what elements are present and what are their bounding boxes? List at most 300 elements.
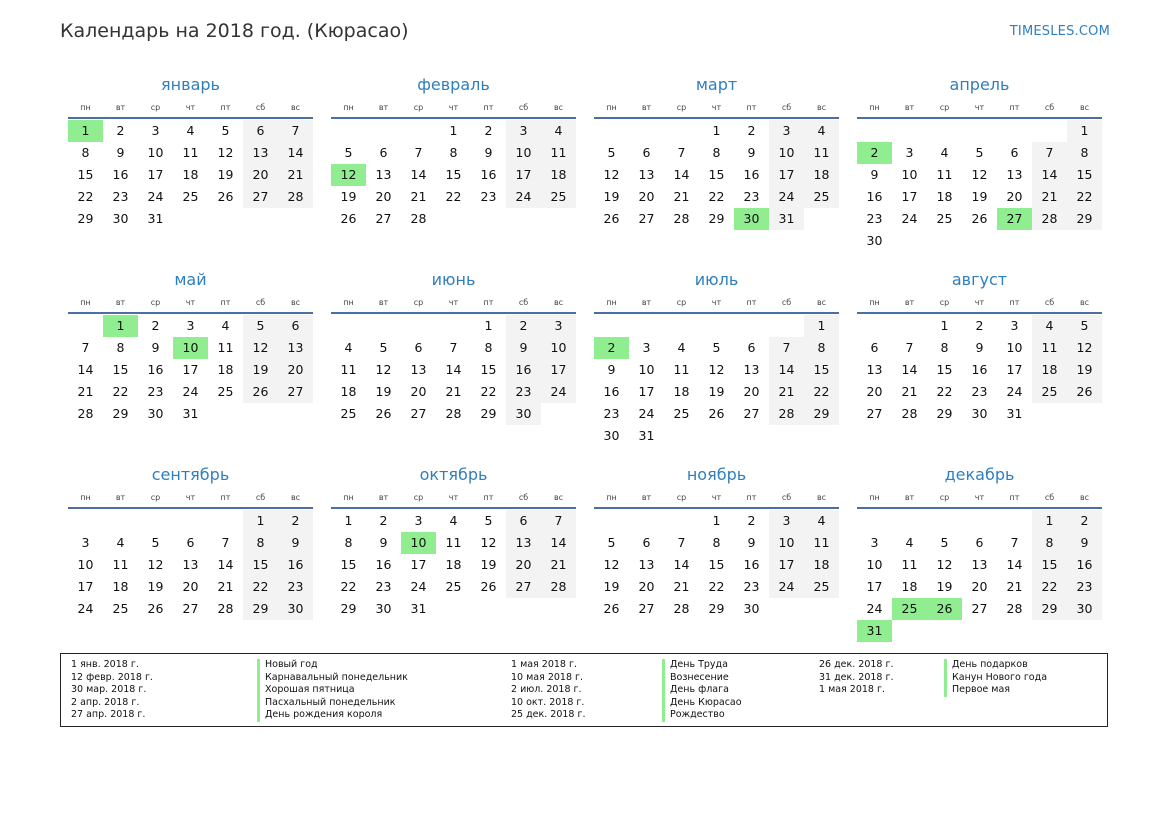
empty-cell bbox=[927, 120, 962, 142]
day-cell: 21 bbox=[1006, 579, 1023, 594]
day-cell: 13 bbox=[638, 557, 655, 572]
day-cell: 13 bbox=[971, 557, 988, 572]
day-cell: 15 bbox=[243, 554, 278, 576]
legend-names-1 bbox=[257, 659, 408, 722]
day-cell: 2 bbox=[747, 123, 756, 138]
weekday-label: вт bbox=[641, 298, 652, 307]
day-cell: 30 bbox=[866, 233, 883, 248]
day-cell: 21 bbox=[445, 384, 462, 399]
day-cell: 17 bbox=[901, 189, 918, 204]
day-cell: 29 bbox=[1032, 598, 1067, 620]
day-cell: 3 bbox=[506, 120, 541, 142]
day-cell: 9 bbox=[607, 362, 616, 377]
day-cell: 12 bbox=[1067, 337, 1102, 359]
day-cell: 14 bbox=[1006, 557, 1023, 572]
legend-date: 10 окт. 2018 г. bbox=[511, 696, 585, 708]
empty-cell bbox=[1032, 120, 1067, 142]
legend-holiday-name: Пасхальный понедельник bbox=[257, 697, 408, 710]
day-cell: 11 bbox=[804, 532, 839, 554]
weekday-label: ср bbox=[676, 298, 687, 307]
month-divider bbox=[331, 507, 576, 509]
weekday-header bbox=[68, 295, 313, 310]
day-cell: 8 bbox=[804, 337, 839, 359]
weekday-label: вс bbox=[1079, 493, 1090, 502]
weekday-label: пт bbox=[746, 103, 757, 112]
day-cell: 2 bbox=[151, 318, 160, 333]
weekday-label: пт bbox=[483, 298, 494, 307]
day-cell: 27 bbox=[971, 601, 988, 616]
day-cell: 18 bbox=[340, 384, 357, 399]
month-divider bbox=[331, 117, 576, 119]
day-cell: 1 bbox=[940, 318, 949, 333]
day-cell: 14 bbox=[769, 359, 804, 381]
day-cell: 22 bbox=[340, 579, 357, 594]
day-cell: 31 bbox=[638, 428, 655, 443]
weekday-label: чт bbox=[711, 103, 722, 112]
day-cell: 27 bbox=[182, 601, 199, 616]
day-cell: 19 bbox=[603, 579, 620, 594]
empty-cell bbox=[997, 510, 1032, 532]
empty-cell bbox=[857, 120, 892, 142]
day-cell: 12 bbox=[603, 557, 620, 572]
legend-holiday-name: День флага bbox=[662, 684, 742, 697]
day-cell: 27 bbox=[743, 406, 760, 421]
day-cell: 3 bbox=[414, 513, 423, 528]
day-cell: 19 bbox=[603, 189, 620, 204]
weekday-label: вт bbox=[115, 298, 126, 307]
weekday-label: вс bbox=[553, 493, 564, 502]
day-cell: 20 bbox=[638, 189, 655, 204]
empty-cell bbox=[769, 315, 804, 337]
day-cell: 16 bbox=[147, 362, 164, 377]
day-cell: 23 bbox=[743, 189, 760, 204]
weekday-label: вт bbox=[904, 298, 915, 307]
legend-date: 27 апр. 2018 г. bbox=[71, 709, 146, 721]
weekday-header bbox=[331, 295, 576, 310]
day-cell: 31 bbox=[1006, 406, 1023, 421]
day-cell: 4 bbox=[677, 340, 686, 355]
legend-holiday-name: День Кюрасао bbox=[662, 697, 742, 710]
day-cell: 15 bbox=[77, 167, 94, 182]
day-cell: 8 bbox=[449, 145, 458, 160]
day-cell: 11 bbox=[340, 362, 357, 377]
day-cell: 23 bbox=[480, 189, 497, 204]
day-cell: 29 bbox=[936, 406, 953, 421]
day-cell: 11 bbox=[217, 340, 234, 355]
day-cell: 5 bbox=[379, 340, 388, 355]
day-cell: 5 bbox=[712, 340, 721, 355]
day-cell: 9 bbox=[379, 535, 388, 550]
day-cell: 20 bbox=[1006, 189, 1023, 204]
day-cell: 19 bbox=[480, 557, 497, 572]
day-cell: 7 bbox=[677, 535, 686, 550]
day-cell: 8 bbox=[940, 340, 949, 355]
weekday-header bbox=[331, 100, 576, 115]
day-cell: 31 bbox=[410, 601, 427, 616]
empty-cell bbox=[927, 510, 962, 532]
day-cell: 13 bbox=[182, 557, 199, 572]
day-cell: 22 bbox=[708, 579, 725, 594]
weekday-label: вс bbox=[816, 103, 827, 112]
month-divider bbox=[68, 117, 313, 119]
holiday-day-cell: 10 bbox=[401, 532, 436, 554]
day-cell: 13 bbox=[1006, 167, 1023, 182]
weekday-label: сб bbox=[518, 103, 529, 112]
day-cell: 5 bbox=[607, 535, 616, 550]
day-cell: 20 bbox=[243, 164, 278, 186]
day-cell: 26 bbox=[1067, 381, 1102, 403]
day-cell: 25 bbox=[804, 186, 839, 208]
month-8 bbox=[857, 269, 1102, 464]
weekday-label: сб bbox=[781, 103, 792, 112]
day-cell: 14 bbox=[410, 167, 427, 182]
day-cell: 21 bbox=[901, 384, 918, 399]
day-cell: 13 bbox=[243, 142, 278, 164]
day-cell: 29 bbox=[708, 601, 725, 616]
weekday-label: вс bbox=[290, 298, 301, 307]
holiday-day-cell: 31 bbox=[857, 620, 892, 642]
legend-date: 30 мар. 2018 г. bbox=[71, 684, 147, 696]
day-cell: 28 bbox=[278, 186, 313, 208]
day-cell: 10 bbox=[541, 337, 576, 359]
day-cell: 28 bbox=[445, 406, 462, 421]
days-grid bbox=[331, 315, 576, 425]
empty-cell bbox=[664, 120, 699, 142]
day-cell: 11 bbox=[1032, 337, 1067, 359]
day-cell: 29 bbox=[77, 211, 94, 226]
day-cell: 15 bbox=[445, 167, 462, 182]
empty-cell bbox=[68, 315, 103, 337]
day-cell: 26 bbox=[971, 211, 988, 226]
weekday-label: пн bbox=[343, 103, 354, 112]
weekday-header bbox=[68, 490, 313, 505]
empty-cell bbox=[594, 120, 629, 142]
brand-link[interactable]: TIMESLES.COM bbox=[1009, 24, 1110, 39]
days-grid bbox=[331, 510, 576, 620]
day-cell: 7 bbox=[449, 340, 458, 355]
empty-cell bbox=[892, 120, 927, 142]
month-name: февраль bbox=[417, 75, 490, 94]
legend-dates-1 bbox=[71, 659, 153, 722]
legend-date: 2 апр. 2018 г. bbox=[71, 696, 140, 708]
day-cell: 25 bbox=[112, 601, 129, 616]
empty-cell bbox=[664, 315, 699, 337]
day-cell: 14 bbox=[77, 362, 94, 377]
day-cell: 22 bbox=[1032, 576, 1067, 598]
weekday-label: сб bbox=[1044, 103, 1055, 112]
day-cell: 15 bbox=[112, 362, 129, 377]
day-cell: 15 bbox=[480, 362, 497, 377]
empty-cell bbox=[857, 510, 892, 532]
day-cell: 1 bbox=[1067, 120, 1102, 142]
day-cell: 24 bbox=[410, 579, 427, 594]
day-cell: 9 bbox=[506, 337, 541, 359]
day-cell: 6 bbox=[1010, 145, 1019, 160]
legend-holiday-name: День рождения короля bbox=[257, 709, 408, 722]
weekday-label: вт bbox=[378, 493, 389, 502]
day-cell: 28 bbox=[541, 576, 576, 598]
day-cell: 14 bbox=[217, 557, 234, 572]
empty-cell bbox=[892, 315, 927, 337]
day-cell: 8 bbox=[116, 340, 125, 355]
empty-cell bbox=[173, 510, 208, 532]
day-cell: 19 bbox=[147, 579, 164, 594]
day-cell: 22 bbox=[112, 384, 129, 399]
day-cell: 28 bbox=[1006, 601, 1023, 616]
day-cell: 24 bbox=[769, 576, 804, 598]
weekday-label: ср bbox=[413, 103, 424, 112]
day-cell: 12 bbox=[217, 145, 234, 160]
weekday-label: ср bbox=[413, 298, 424, 307]
day-cell: 17 bbox=[769, 164, 804, 186]
month-divider bbox=[857, 507, 1102, 509]
day-cell: 18 bbox=[804, 164, 839, 186]
day-cell: 13 bbox=[506, 532, 541, 554]
day-cell: 3 bbox=[1010, 318, 1019, 333]
day-cell: 28 bbox=[217, 601, 234, 616]
day-cell: 30 bbox=[743, 601, 760, 616]
weekday-label: вт bbox=[378, 298, 389, 307]
month-3 bbox=[594, 74, 839, 269]
day-cell: 11 bbox=[112, 557, 129, 572]
day-cell: 3 bbox=[81, 535, 90, 550]
day-cell: 19 bbox=[936, 579, 953, 594]
legend-date: 1 мая 2018 г. bbox=[819, 684, 885, 696]
day-cell: 13 bbox=[743, 362, 760, 377]
empty-cell bbox=[103, 510, 138, 532]
weekday-label: сб bbox=[781, 493, 792, 502]
month-name: апрель bbox=[949, 75, 1010, 94]
day-cell: 21 bbox=[541, 554, 576, 576]
empty-cell bbox=[331, 120, 366, 142]
day-cell: 30 bbox=[1067, 598, 1102, 620]
holiday-day-cell: 1 bbox=[103, 315, 138, 337]
day-cell: 4 bbox=[804, 510, 839, 532]
weekday-label: вт bbox=[378, 103, 389, 112]
day-cell: 11 bbox=[182, 145, 199, 160]
day-cell: 2 bbox=[975, 318, 984, 333]
legend-dates-2 bbox=[511, 659, 586, 722]
day-cell: 13 bbox=[278, 337, 313, 359]
holiday-day-cell: 10 bbox=[173, 337, 208, 359]
day-cell: 30 bbox=[375, 601, 392, 616]
day-cell: 3 bbox=[541, 315, 576, 337]
day-cell: 3 bbox=[769, 120, 804, 142]
weekday-label: чт bbox=[974, 103, 985, 112]
day-cell: 26 bbox=[375, 406, 392, 421]
weekday-label: пн bbox=[869, 298, 880, 307]
day-cell: 27 bbox=[375, 211, 392, 226]
weekday-label: ср bbox=[413, 493, 424, 502]
day-cell: 18 bbox=[936, 189, 953, 204]
empty-cell bbox=[629, 315, 664, 337]
weekday-label: вс bbox=[290, 493, 301, 502]
day-cell: 8 bbox=[712, 145, 721, 160]
day-cell: 27 bbox=[410, 406, 427, 421]
day-cell: 15 bbox=[1067, 164, 1102, 186]
day-cell: 4 bbox=[221, 318, 230, 333]
weekday-header bbox=[331, 490, 576, 505]
weekday-label: сб bbox=[1044, 493, 1055, 502]
day-cell: 23 bbox=[112, 189, 129, 204]
day-cell: 23 bbox=[743, 579, 760, 594]
day-cell: 12 bbox=[971, 167, 988, 182]
month-name: декабрь bbox=[944, 465, 1015, 484]
day-cell: 25 bbox=[182, 189, 199, 204]
weekday-label: пн bbox=[606, 493, 617, 502]
day-cell: 5 bbox=[221, 123, 230, 138]
calendar-grid bbox=[68, 74, 1101, 659]
weekday-label: вс bbox=[816, 298, 827, 307]
weekday-label: пн bbox=[869, 103, 880, 112]
month-1 bbox=[68, 74, 313, 269]
day-cell: 3 bbox=[186, 318, 195, 333]
month-divider bbox=[331, 312, 576, 314]
day-cell: 18 bbox=[182, 167, 199, 182]
legend-date: 25 дек. 2018 г. bbox=[511, 709, 586, 721]
day-cell: 24 bbox=[901, 211, 918, 226]
weekday-label: вс bbox=[553, 103, 564, 112]
legend-holiday-name: Рождество bbox=[662, 709, 742, 722]
day-cell: 12 bbox=[708, 362, 725, 377]
weekday-label: пт bbox=[220, 103, 231, 112]
day-cell: 18 bbox=[217, 362, 234, 377]
day-cell: 16 bbox=[112, 167, 129, 182]
day-cell: 29 bbox=[112, 406, 129, 421]
day-cell: 19 bbox=[708, 384, 725, 399]
month-11 bbox=[594, 464, 839, 659]
day-cell: 10 bbox=[77, 557, 94, 572]
day-cell: 25 bbox=[217, 384, 234, 399]
day-cell: 19 bbox=[971, 189, 988, 204]
day-cell: 1 bbox=[804, 315, 839, 337]
weekday-label: сб bbox=[518, 298, 529, 307]
weekday-label: пт bbox=[220, 493, 231, 502]
day-cell: 14 bbox=[1032, 164, 1067, 186]
legend-holiday-name: Первое мая bbox=[944, 684, 1047, 697]
day-cell: 16 bbox=[375, 557, 392, 572]
day-cell: 29 bbox=[340, 601, 357, 616]
day-cell: 27 bbox=[506, 576, 541, 598]
day-cell: 8 bbox=[484, 340, 493, 355]
weekday-label: пт bbox=[1009, 298, 1020, 307]
day-cell: 17 bbox=[410, 557, 427, 572]
day-cell: 5 bbox=[940, 535, 949, 550]
empty-cell bbox=[699, 315, 734, 337]
day-cell: 29 bbox=[243, 598, 278, 620]
holiday-day-cell: 25 bbox=[892, 598, 927, 620]
day-cell: 4 bbox=[905, 535, 914, 550]
day-cell: 5 bbox=[243, 315, 278, 337]
days-grid bbox=[857, 120, 1102, 252]
day-cell: 10 bbox=[769, 532, 804, 554]
day-cell: 20 bbox=[743, 384, 760, 399]
weekday-label: пт bbox=[1009, 103, 1020, 112]
day-cell: 7 bbox=[1010, 535, 1019, 550]
days-grid bbox=[594, 510, 839, 620]
month-5 bbox=[68, 269, 313, 464]
day-cell: 1 bbox=[449, 123, 458, 138]
weekday-label: чт bbox=[974, 493, 985, 502]
day-cell: 11 bbox=[673, 362, 690, 377]
day-cell: 2 bbox=[506, 315, 541, 337]
day-cell: 2 bbox=[1067, 510, 1102, 532]
day-cell: 2 bbox=[116, 123, 125, 138]
weekday-label: сб bbox=[518, 493, 529, 502]
day-cell: 17 bbox=[77, 579, 94, 594]
day-cell: 30 bbox=[112, 211, 129, 226]
day-cell: 5 bbox=[607, 145, 616, 160]
day-cell: 15 bbox=[804, 359, 839, 381]
weekday-label: вт bbox=[904, 493, 915, 502]
day-cell: 13 bbox=[866, 362, 883, 377]
day-cell: 17 bbox=[541, 359, 576, 381]
weekday-label: сб bbox=[255, 493, 266, 502]
month-4 bbox=[857, 74, 1102, 269]
day-cell: 7 bbox=[677, 145, 686, 160]
legend-names-2 bbox=[662, 659, 742, 722]
day-cell: 6 bbox=[975, 535, 984, 550]
day-cell: 8 bbox=[81, 145, 90, 160]
day-cell: 18 bbox=[112, 579, 129, 594]
day-cell: 6 bbox=[243, 120, 278, 142]
day-cell: 11 bbox=[936, 167, 953, 182]
day-cell: 16 bbox=[866, 189, 883, 204]
day-cell: 10 bbox=[147, 145, 164, 160]
day-cell: 15 bbox=[340, 557, 357, 572]
day-cell: 6 bbox=[642, 535, 651, 550]
day-cell: 24 bbox=[506, 186, 541, 208]
day-cell: 16 bbox=[743, 557, 760, 572]
day-cell: 10 bbox=[866, 557, 883, 572]
month-divider bbox=[68, 312, 313, 314]
weekday-header bbox=[68, 100, 313, 115]
day-cell: 25 bbox=[445, 579, 462, 594]
day-cell: 19 bbox=[340, 189, 357, 204]
day-cell: 15 bbox=[936, 362, 953, 377]
day-cell: 24 bbox=[638, 406, 655, 421]
holiday-day-cell: 26 bbox=[927, 598, 962, 620]
weekday-label: чт bbox=[448, 298, 459, 307]
day-cell: 22 bbox=[77, 189, 94, 204]
day-cell: 11 bbox=[901, 557, 918, 572]
weekday-header bbox=[594, 490, 839, 505]
weekday-label: сб bbox=[1044, 298, 1055, 307]
day-cell: 13 bbox=[375, 167, 392, 182]
holiday-day-cell: 27 bbox=[997, 208, 1032, 230]
weekday-label: вт bbox=[904, 103, 915, 112]
day-cell: 6 bbox=[278, 315, 313, 337]
day-cell: 13 bbox=[410, 362, 427, 377]
day-cell: 21 bbox=[673, 189, 690, 204]
day-cell: 31 bbox=[147, 211, 164, 226]
day-cell: 4 bbox=[344, 340, 353, 355]
day-cell: 8 bbox=[1067, 142, 1102, 164]
legend-holiday-name: Вознесение bbox=[662, 672, 742, 685]
weekday-label: вс bbox=[1079, 103, 1090, 112]
empty-cell bbox=[208, 510, 243, 532]
day-cell: 11 bbox=[541, 142, 576, 164]
day-cell: 12 bbox=[243, 337, 278, 359]
weekday-label: ср bbox=[150, 298, 161, 307]
weekday-label: вс bbox=[553, 298, 564, 307]
weekday-label: вт bbox=[115, 493, 126, 502]
day-cell: 4 bbox=[449, 513, 458, 528]
day-cell: 28 bbox=[901, 406, 918, 421]
days-grid bbox=[68, 510, 313, 620]
legend-date: 1 мая 2018 г. bbox=[511, 659, 577, 670]
weekday-label: пн bbox=[343, 493, 354, 502]
